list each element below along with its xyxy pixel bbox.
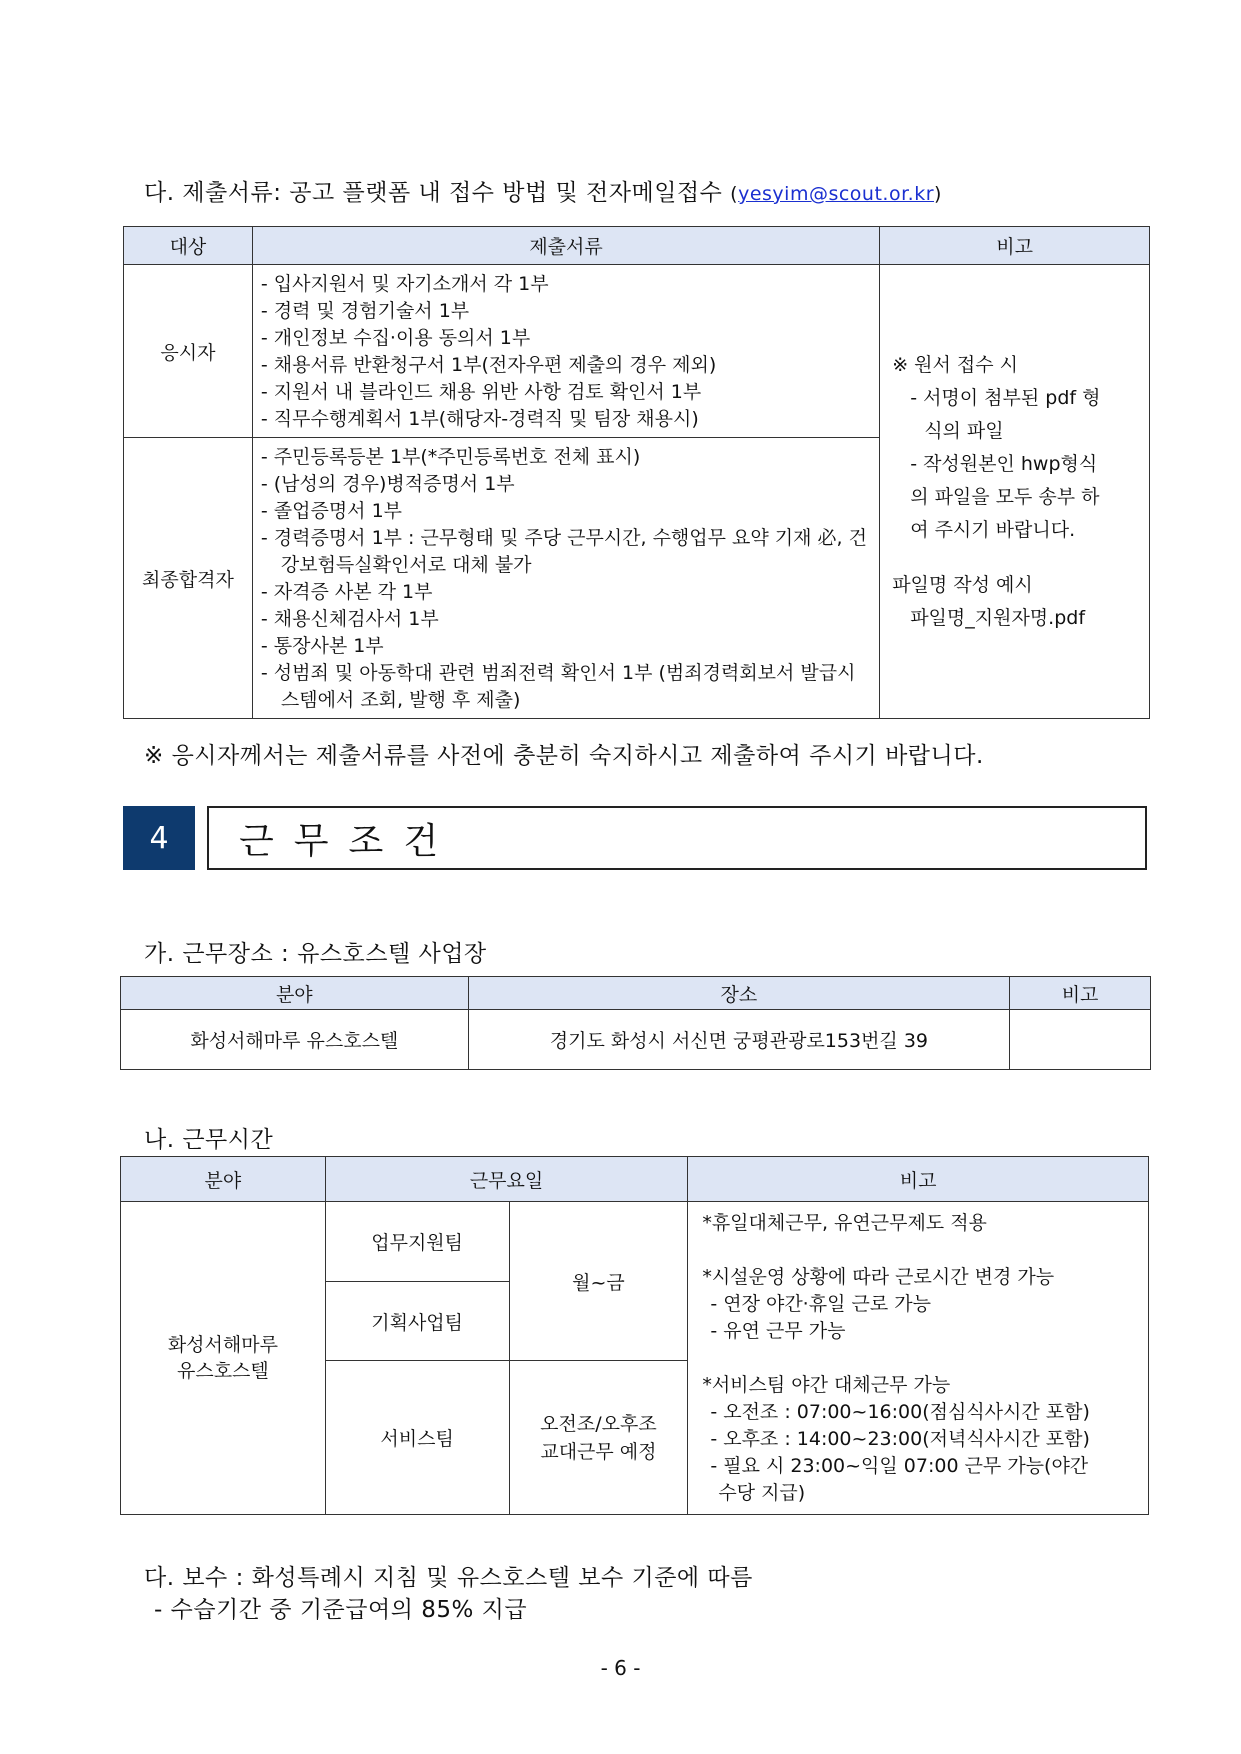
list-item: - 경력 및 경험기술서 1부 (260, 300, 470, 322)
hours-team-support: 업무지원팀 (325, 1202, 509, 1282)
hours-header-days: 근무요일 (325, 1157, 688, 1202)
hours-days-shift: 오전조/오후조 교대근무 예정 (509, 1361, 688, 1515)
docs-finalist-list (252, 438, 879, 719)
list-item: - 성범죄 및 아동학대 관련 범죄전력 확인서 1부 (범죄경력회보서 발급시스템에서 조회, 발행 후 제출) (260, 662, 856, 711)
hours-heading: 나. 근무시간 (144, 1127, 274, 1153)
docs-header-docs: 제출서류 (252, 227, 879, 265)
pay-sub: - 수습기간 중 기준급여의 85% 지급 (154, 1597, 528, 1623)
workplace-place: 경기도 화성시 서신면 궁평관광로153번길 39 (468, 1010, 1009, 1070)
hours-header-note: 비고 (688, 1157, 1149, 1202)
docs-note: ※ 원서 접수 시 - 서명이 첨부된 pdf 형 식의 파일 - 작성원본인 hwp형식 의 파일을 모두 송부 하 여 주시기 바랍니다. 파일명 작성 예시 파일명_지원자명.pdf (880, 265, 1150, 719)
page-number: - 6 - (600, 1656, 641, 1680)
table-row (121, 1202, 1149, 1282)
list-item: - 채용신체검사서 1부 (260, 608, 439, 630)
list-item: - 직무수행계획서 1부(해당자-경력직 및 팀장 채용시) (260, 408, 699, 430)
hours-table (120, 1156, 1149, 1515)
docs-heading: 다. 제출서류: 공고 플랫폼 내 접수 방법 및 전자메일접수 (yesyim@scout.or.kr) (144, 180, 942, 206)
docs-applicant-list (252, 265, 879, 438)
hours-field: 화성서해마루 유스호스텔 (121, 1202, 326, 1515)
hours-days-weekday: 월~금 (509, 1202, 688, 1361)
workplace-header-place: 장소 (468, 977, 1009, 1010)
section-number: 4 (123, 806, 195, 870)
email-link[interactable]: yesyim@scout.or.kr (738, 183, 935, 205)
table-row (121, 1010, 1151, 1070)
docs-heading-label: 다. 제출서류: 공고 플랫폼 내 접수 방법 및 전자메일접수 (144, 180, 723, 206)
table-row (124, 265, 1150, 438)
section-title: 근무조건 (207, 806, 1147, 870)
list-item: - (남성의 경우)병적증명서 1부 (260, 473, 515, 495)
workplace-table (120, 976, 1151, 1070)
workplace-header-note: 비고 (1010, 977, 1151, 1010)
list-item: - 주민등록등본 1부(*주민등록번호 전체 표시) (260, 446, 641, 468)
list-item: - 경력증명서 1부 : 근무형태 및 주당 근무시간, 수행업무 요약 기재 必, 건강보험득실확인서로 대체 불가 (260, 527, 867, 576)
pay-heading: 다. 보수 : 화성특례시 지침 및 유스호스텔 보수 기준에 따름 (144, 1565, 753, 1591)
workplace-header-field: 분야 (121, 977, 469, 1010)
docs-target-applicant: 응시자 (124, 265, 253, 438)
docs-header-target: 대상 (124, 227, 253, 265)
list-item: - 지원서 내 블라인드 채용 위반 사항 검토 확인서 1부 (260, 381, 702, 403)
workplace-heading: 가. 근무장소 : 유스호스텔 사업장 (144, 941, 487, 967)
docs-header-note: 비고 (880, 227, 1150, 265)
workplace-field: 화성서해마루 유스호스텔 (121, 1010, 469, 1070)
hours-team-planning: 기획사업팀 (325, 1282, 509, 1361)
workplace-note (1010, 1010, 1151, 1070)
hours-notes: *휴일대체근무, 유연근무제도 적용 *시설운영 상황에 따라 근로시간 변경 가능 - 연장 야간·휴일 근로 가능 - 유연 근무 가능 *서비스팀 야간 대체근무 가능 - 오전조 : 07:00~16:00(점심식사시간 포함) - 오후조 : 14:00~23:00(저녁식사시간 포함) - 필요 시 23:00~익일 07:00 근무 가능(야간 수당 지급) (688, 1202, 1149, 1515)
hours-header-field: 분야 (121, 1157, 326, 1202)
list-item: - 입사지원서 및 자기소개서 각 1부 (260, 273, 549, 295)
docs-target-finalist: 최종합격자 (124, 438, 253, 719)
docs-table (123, 226, 1150, 719)
list-item: - 개인정보 수집·이용 동의서 1부 (260, 327, 531, 349)
list-item: - 졸업증명서 1부 (260, 500, 403, 522)
docs-footnote: ※ 응시자께서는 제출서류를 사전에 충분히 숙지하시고 제출하여 주시기 바랍니다. (144, 743, 984, 769)
list-item: - 채용서류 반환청구서 1부(전자우편 제출의 경우 제외) (260, 354, 717, 376)
list-item: - 자격증 사본 각 1부 (260, 581, 433, 603)
hours-team-service: 서비스팀 (325, 1361, 509, 1515)
list-item: - 통장사본 1부 (260, 635, 384, 657)
